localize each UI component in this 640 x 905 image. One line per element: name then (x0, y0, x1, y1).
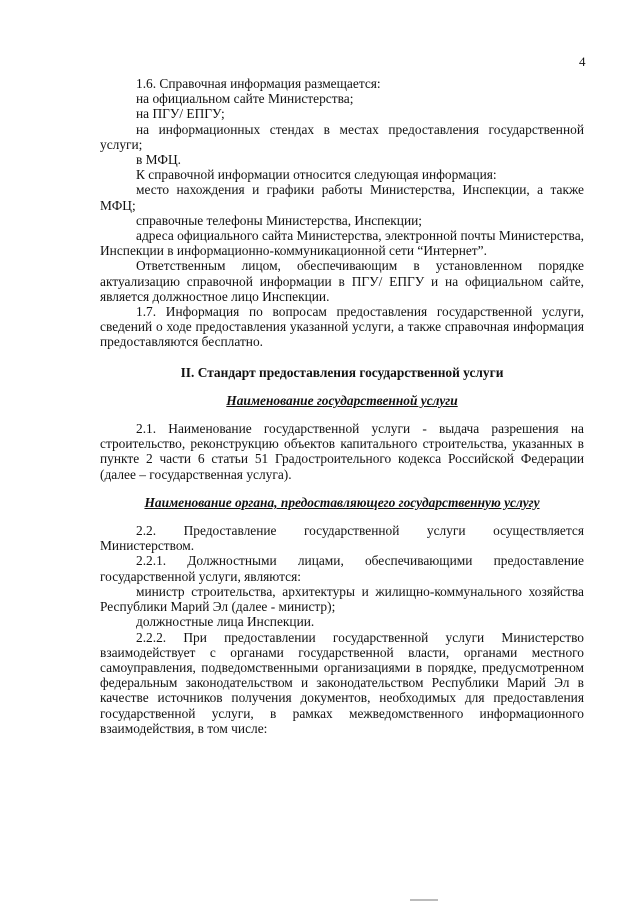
subheading: Наименование органа, предоставляющего государственную услугу (144, 494, 540, 510)
paragraph: место нахождения и графики работы Министерства, Инспекции, а также МФЦ; (100, 182, 584, 213)
paragraph: 1.6. Справочная информация размещается: (136, 76, 381, 91)
paragraph: на официальном сайте Министерства; (136, 91, 354, 107)
paragraph: министр строительства, архитектуры и жилищно-коммунального хозяйства Республики Марий Эл (далее - министр); (100, 583, 584, 615)
paragraph: 1.7. Информация по вопросам предоставления государственной услуги, сведений о ходе предоставления указанной услуги, а также справочная информация предоставляются бесплатно. (100, 304, 584, 350)
paragraph: адреса официального сайта Министерства, электронной почты Министерства, Инспекции в информационно-коммуникационной сети “Интернет”. (100, 228, 584, 259)
paragraph: на информационных стендах в местах предоставления государственной услуги; (100, 121, 584, 152)
paragraph: К справочной информации относится следующая информация: (136, 167, 497, 183)
paragraph: 2.2.1. Должностными лицами, обеспечивающими предоставление государственной услуги, являются: (100, 553, 584, 584)
paragraph: справочные телефоны Министерства, Инспекции; (136, 212, 423, 228)
paragraph: 2.2. Предоставление государственной услуги осуществляется Министерством. (100, 523, 584, 554)
paragraph: 2.1. Наименование государственной услуги - выдача разрешения на строительство, реконструкцию объектов капитального строительства, указанных в пункте 2 части 6 статьи 51 Градостроительного кодекса Российской Федерации (далее – государственная услуга). (100, 421, 584, 482)
scan-mark (410, 899, 438, 901)
document-body (100, 76, 584, 736)
section-heading: II. Стандарт предоставления государственной услуги (180, 364, 504, 380)
subheading: Наименование государственной услуги (226, 392, 458, 408)
paragraph: в МФЦ. (136, 152, 181, 168)
paragraph: 2.2.2. При предоставлении государственной услуги Министерство взаимодействует с органами государственной власти, органами местного самоуправления, подведомственными организациями в порядке, предусмотренном федеральным законодательством и законодательством Республики Марий Эл в качестве источников получения документов, необходимых для предоставления государственной услуги, в рамках межведомственного информационного взаимодействия, в том числе: (100, 629, 584, 736)
paragraph: на ПГУ/ ЕПГУ; (136, 106, 225, 122)
paragraph: должностные лица Инспекции. (136, 614, 315, 630)
page-number: 4 (579, 54, 586, 69)
paragraph: Ответственным лицом, обеспечивающим в установленном порядке актуализацию справочной информации в ПГУ/ ЕПГУ и на официальном сайте, является должностное лицо Инспекции. (100, 258, 584, 304)
